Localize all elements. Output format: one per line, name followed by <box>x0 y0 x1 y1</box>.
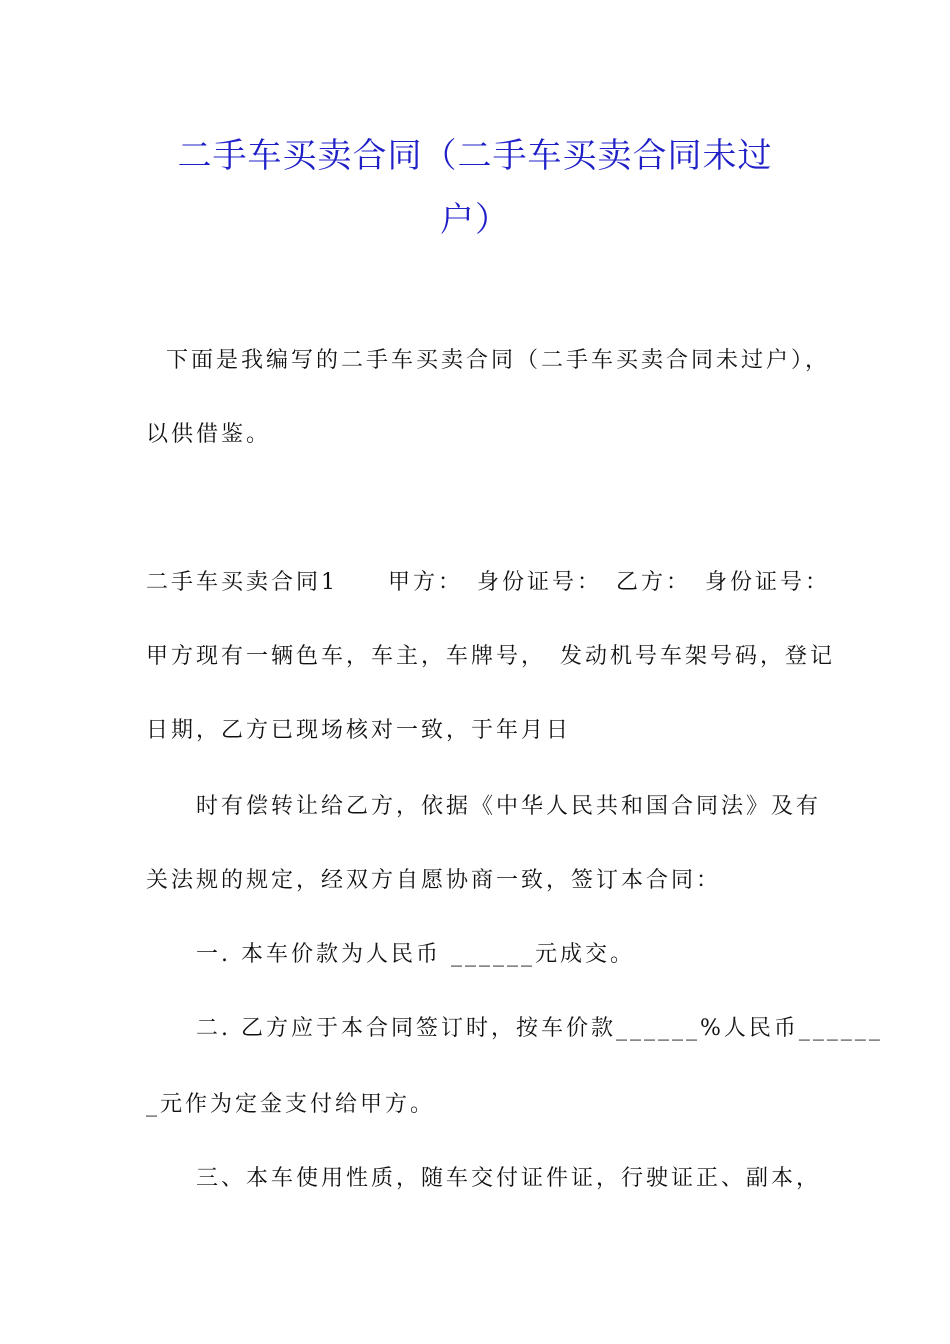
document-title-line-1: 二手车买卖合同（二手车买卖合同未过 <box>177 136 773 176</box>
body-line-registration: 日期，乙方已现场核对一致，于年月日 <box>146 718 572 743</box>
clause-2-deposit: 二. 乙方应于本合同签订时，按车价款______%人民币______ <box>146 1016 883 1041</box>
document-title-line-2: 户） <box>440 200 510 240</box>
clause-3-documents: 三、本车使用性质，随车交付证件证，行驶证正、副本， <box>146 1166 822 1191</box>
body-line-transfer: 时有偿转让给乙方，依据《中华人民共和国合同法》及有 <box>146 794 822 819</box>
body-line-intro-2: 以供借鉴。 <box>146 422 272 447</box>
clause-1-price: 一. 本车价款为人民币 ______元成交。 <box>146 942 635 967</box>
body-line-contract-heading: 二手车买卖合同1 甲方： 身份证号： 乙方： 身份证号： <box>146 570 830 595</box>
clause-2-deposit-cont: _元作为定金支付给甲方。 <box>146 1092 436 1117</box>
body-line-intro-1: 下面是我编写的二手车买卖合同（二手车买卖合同未过户）， <box>146 348 830 373</box>
body-line-regulations: 关法规的规定，经双方自愿协商一致，签订本合同： <box>146 868 722 893</box>
body-line-vehicle-info: 甲方现有一辆色车，车主，车牌号， 发动机号车架号码，登记 <box>146 644 836 669</box>
